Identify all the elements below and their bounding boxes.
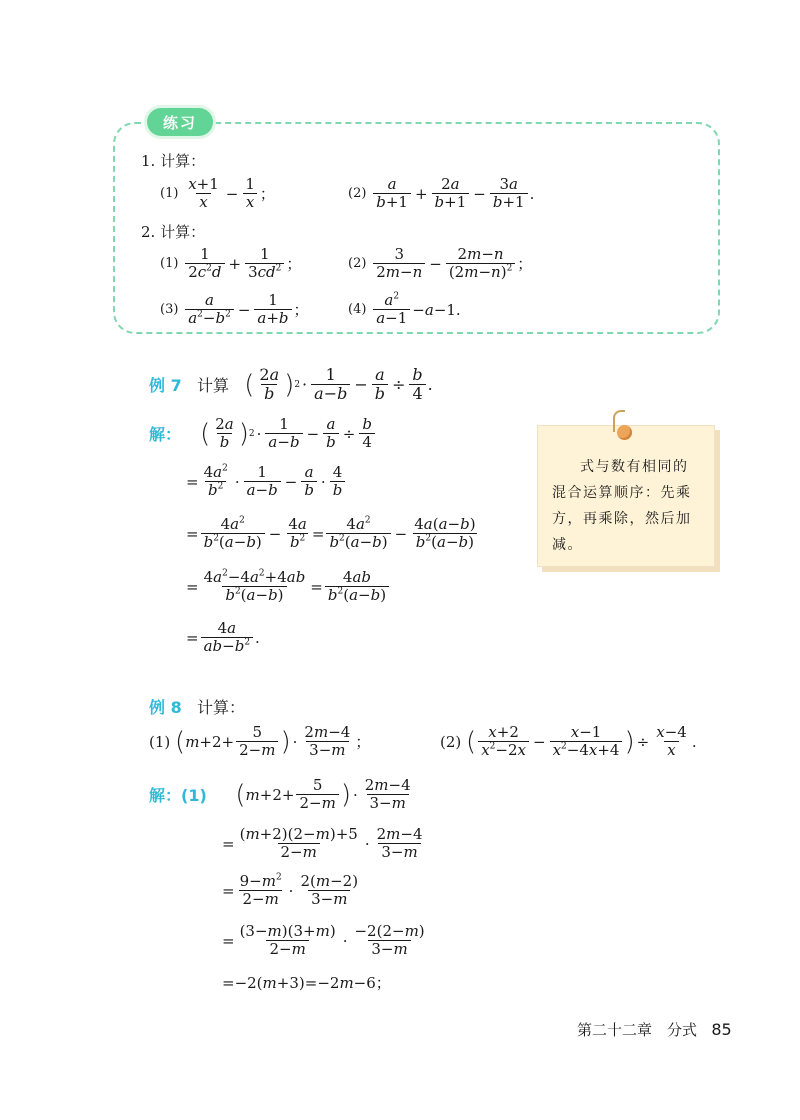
example7-solution-label: 解： [149, 425, 182, 445]
fraction: $\frac{x+1}{x}$ [188, 175, 219, 212]
example7-solution-line-5: = $\frac{4a}{ab-b^2}$ . [186, 619, 260, 656]
example8-solution-label: 解：(1) [149, 786, 207, 806]
exercise-q2-2: (2) $\frac{3}{2m-n}$ − $\frac{2m-n}{(2m-n)^2}$ ； [348, 245, 533, 282]
example8-solution-line-3: = $\frac{9-m^2}{2-m}$ · $\frac{2(m-2)}{3-m}$ [222, 872, 359, 909]
fraction: $\frac{1}{3cd^2}$ [245, 246, 284, 282]
fraction: $\frac{2m-n}{(2m-n)^2}$ [446, 246, 515, 282]
exercise-q2-3: (3) $\frac{a}{a^2-b^2}$ − $\frac{1}{a+b}$ ； [160, 291, 309, 328]
note-text: 式与数有相同的混合运算顺序：先乘方，再乘除，然后加减。 [552, 459, 692, 553]
fraction: $\frac{1}{x}$ [242, 176, 258, 212]
item-number: (1) [160, 256, 179, 272]
fraction: $\frac{a}{a^2-b^2}$ [185, 292, 234, 328]
item-number: (2) [440, 732, 462, 751]
fraction: $\frac{2a}{b+1}$ [432, 176, 470, 212]
fraction: $\frac{a}{b+1}$ [373, 176, 411, 212]
example7-solution-line-1: 解： ( $\frac{2a}{b}$ ) 2 · $\frac{1}{a-b}$ − $\frac{a}{b}$ ÷ $\frac{b}{4}$ [149, 416, 377, 452]
exercise-q1-1: (1) $\frac{x+1}{x}$ − $\frac{1}{x}$ ； [160, 175, 275, 212]
example7-task: 计算 [196, 376, 229, 396]
item-number: (1) [160, 186, 179, 202]
exercise-q2-label: 2. 计算： [141, 223, 206, 241]
example8-solution-line-1: 解：(1) ( m +2+ $\frac{5}{2-m}$ ) · $\frac{2m-4}{3-m}$ [149, 776, 411, 813]
item-number: (3) [160, 302, 179, 318]
example8-problem-2: (2) ( $\frac{x+2}{x^2-2x}$ − $\frac{x-1}{x^2-4x+4}$ ) ÷ $\frac{x-4}{x}$ . [440, 723, 697, 760]
exercise-tag: 练习 [147, 108, 213, 136]
fraction: $\frac{3a}{b+1}$ [490, 176, 528, 212]
exercise-q2-4: (4) $\frac{a^2}{a-1}$ −a−1. [348, 291, 461, 328]
item-number: (2) [348, 186, 367, 202]
exercise-q1-2: (2) $\frac{a}{b+1}$ + $\frac{2a}{b+1}$ − $\frac{3a}{b+1}$ . [348, 175, 535, 212]
example8-problem-1: (1) ( m +2+ $\frac{5}{2-m}$ ) · $\frac{2m-4}{3-m}$ ； [149, 723, 371, 760]
fraction: $\frac{3}{2m-n}$ [373, 246, 425, 282]
example7-solution-line-2: = $\frac{4a^2}{b^2}$ · $\frac{1}{a-b}$ − $\frac{a}{b}$ · $\frac{4}{b}$ [186, 464, 347, 500]
example8-task: 计算： [196, 698, 245, 717]
fraction: $\frac{1}{2c^2d}$ [185, 246, 224, 282]
example7-heading: 例 7 计算 ( $\frac{2a}{b}$ ) 2 · $\frac{1}{a-b}$ − $\frac{a}{b}$ ÷ $\frac{b}{4}$ . [149, 365, 433, 404]
item-number: (2) [348, 256, 367, 272]
exercise-q2-1: (1) $\frac{1}{2c^2d}$ + $\frac{1}{3cd^2}$ ； [160, 245, 302, 282]
exercise-q1-label: 1. 计算： [141, 152, 206, 170]
example8-solution-line-5: =−2( m +3)=−2 m −6； [222, 973, 391, 992]
page-number: 85 [711, 1020, 732, 1039]
example8-label: 例 8 [149, 698, 182, 717]
chapter-title: 第二十二章 分式 [577, 1021, 698, 1039]
example8-solution-line-4: = $\frac{(3-m)(3+m)}{2-m}$ · $\frac{-2(2-m)}{3-m}$ [222, 922, 425, 959]
fraction: $\frac{a^2}{a-1}$ [373, 292, 410, 328]
item-number: (4) [348, 302, 367, 318]
example7-solution-line-3: = $\frac{4a^2}{b^2(a-b)}$ − $\frac{4a}{b^2}$ = $\frac{4a^2}{b^2(a-b)}$ − $\frac{4a(a-b)}{b^2(a-b)}$ [186, 515, 476, 552]
example8-solution-line-2: = $\frac{(m+2)(2-m)+5}{2-m}$ · $\frac{2m-4}{3-m}$ [222, 825, 423, 862]
page-footer [577, 1019, 732, 1040]
pushpin-icon [617, 425, 632, 440]
item-number: (1) [149, 732, 171, 751]
note-card [537, 425, 715, 567]
example7-solution-line-4: = $\frac{4a^2-4a^2+4ab}{b^2(a-b)}$ = $\frac{4ab}{b^2(a-b)}$ [186, 569, 391, 605]
fraction: $\frac{1}{a+b}$ [254, 292, 291, 328]
example7-label: 例 7 [149, 376, 182, 396]
example8-heading [149, 695, 245, 718]
